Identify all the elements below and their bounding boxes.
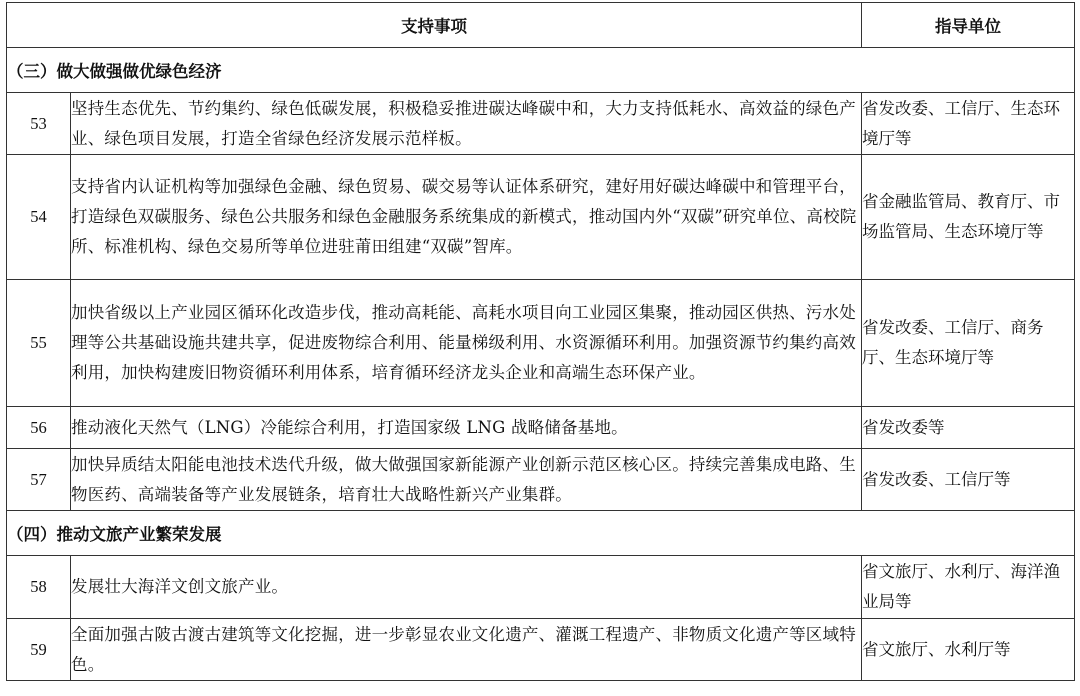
row-number: 57	[7, 449, 71, 511]
row-number: 58	[7, 556, 71, 619]
row-item: 坚持生态优先、节约集约、绿色低碳发展，积极稳妥推进碳达峰碳中和，大力支持低耗水、高效益的绿色产业、绿色项目发展，打造全省绿色经济发展示范样板。	[71, 93, 862, 155]
row-number: 55	[7, 280, 71, 407]
policy-table	[6, 2, 1075, 681]
section-title: （三）做大做强做优绿色经济	[7, 48, 1075, 93]
row-unit: 省发改委、工信厅等	[862, 449, 1075, 511]
row-unit: 省文旅厅、水利厅、海洋渔业局等	[862, 556, 1075, 619]
row-item: 推动液化天然气（LNG）冷能综合利用，打造国家级 LNG 战略储备基地。	[71, 407, 862, 449]
header-row	[7, 3, 1075, 48]
table-row	[7, 556, 1075, 619]
row-unit: 省文旅厅、水利厅等	[862, 619, 1075, 681]
table-row	[7, 155, 1075, 280]
row-number: 54	[7, 155, 71, 280]
policy-table-body	[7, 3, 1075, 681]
table-row	[7, 280, 1075, 407]
table-row	[7, 93, 1075, 155]
table-row	[7, 449, 1075, 511]
row-number: 56	[7, 407, 71, 449]
table-row	[7, 407, 1075, 449]
row-unit: 省发改委等	[862, 407, 1075, 449]
row-item: 加快异质结太阳能电池技术迭代升级，做大做强国家新能源产业创新示范区核心区。持续完善集成电路、生物医药、高端装备等产业发展链条，培育壮大战略性新兴产业集群。	[71, 449, 862, 511]
table-row	[7, 619, 1075, 681]
row-item: 支持省内认证机构等加强绿色金融、绿色贸易、碳交易等认证体系研究，建好用好碳达峰碳中和管理平台，打造绿色双碳服务、绿色公共服务和绿色金融服务系统集成的新模式，推动国内外“双碳”研究单位、高校院所、标准机构、绿色交易所等单位进驻莆田组建“双碳”智库。	[71, 155, 862, 280]
row-unit: 省发改委、工信厅、生态环境厅等	[862, 93, 1075, 155]
header-item: 支持事项	[7, 3, 862, 48]
header-unit: 指导单位	[862, 3, 1075, 48]
section-row	[7, 48, 1075, 93]
row-number: 59	[7, 619, 71, 681]
section-title: （四）推动文旅产业繁荣发展	[7, 511, 1075, 556]
row-unit: 省发改委、工信厅、商务厅、生态环境厅等	[862, 280, 1075, 407]
section-row	[7, 511, 1075, 556]
row-number: 53	[7, 93, 71, 155]
row-item: 发展壮大海洋文创文旅产业。	[71, 556, 862, 619]
row-item: 加快省级以上产业园区循环化改造步伐，推动高耗能、高耗水项目向工业园区集聚，推动园区供热、污水处理等公共基础设施共建共享，促进废物综合利用、能量梯级利用、水资源循环利用。加强资源节约集约高效利用，加快构建废旧物资循环利用体系，培育循环经济龙头企业和高端生态环保产业。	[71, 280, 862, 407]
row-item: 全面加强古陂古渡古建筑等文化挖掘，进一步彰显农业文化遗产、灌溉工程遗产、非物质文化遗产等区域特色。	[71, 619, 862, 681]
row-unit: 省金融监管局、教育厅、市场监管局、生态环境厅等	[862, 155, 1075, 280]
